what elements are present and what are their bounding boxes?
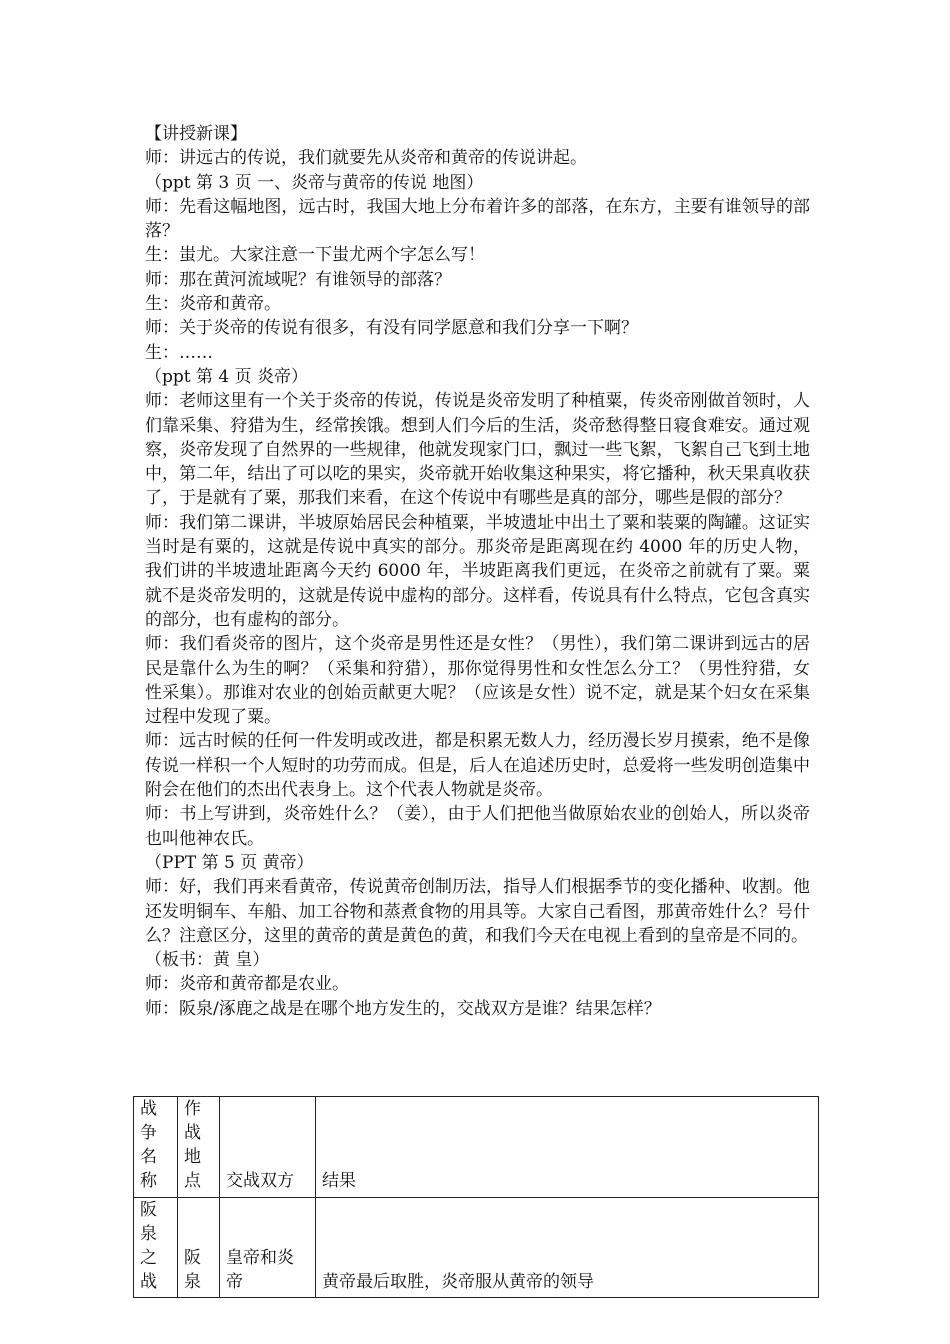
paragraph: 师：远古时候的任何一件发明或改进，都是积累无数人力，经历漫长岁月摸索，绝不是像传说一样积一个人短时的功劳而成。但是，后人在追述历史时，总爱将一些发明创造集中附会在他们的杰出代表身上。这个代表人物就是炎帝。: [145, 731, 810, 801]
paragraph: 师：书上写讲到，炎帝姓什么？（姜），由于人们把他当做原始农业的创始人，所以炎帝也叫他神农氏。: [145, 804, 810, 849]
cell-location: 阪泉: [178, 1198, 220, 1298]
lesson-body: [145, 122, 810, 1021]
paragraph: 生：……: [145, 342, 213, 363]
paragraph: 师：好，我们再来看黄帝，传说黄帝创制历法，指导人们根据季节的变化播种、收割。他还发明铜车、车船、加工谷物和蒸煮食物的用具等。大家自己看图，那黄帝姓什么？号什么？注意区分，这里的黄帝的黄是黄色的黄，和我们今天在电视上看到的皇帝是不同的。: [145, 877, 810, 946]
battle-table: [133, 1096, 819, 1298]
ppt-note: （ppt 第 3 页 一、炎帝与黄帝的传说 地图）: [145, 172, 484, 193]
paragraph: 师：我们看炎帝的图片，这个炎帝是男性还是女性？（男性），我们第二课讲到远古的居民是靠什么为生的啊？（采集和狩猎），那你觉得男性和女性怎么分工？（男性狩猎，女性采集）。那谁对农业的创始贡献更大呢？（应该是女性）说不定，就是某个妇女在采集过程中发现了粟。: [145, 634, 810, 728]
header-result: 结果: [316, 1097, 819, 1198]
header-parties: 交战双方: [220, 1097, 316, 1198]
paragraph: 师：先看这幅地图，远古时，我国大地上分布着许多的部落，在东方，主要有谁领导的部落？: [145, 196, 810, 242]
header-war-name: 战争名称: [134, 1097, 178, 1198]
cell-parties: 皇帝和炎帝: [220, 1198, 316, 1298]
paragraph: 生：蚩尤。大家注意一下蚩尤两个字怎么写！: [145, 245, 485, 266]
paragraph: 师：那在黄河流域呢？有谁领导的部落？: [145, 269, 451, 290]
paragraph: 师：阪泉/涿鹿之战是在哪个地方发生的，交战双方是谁？结果怎样？: [145, 998, 661, 1019]
cell-result: 黄帝最后取胜，炎帝服从黄帝的领导: [316, 1198, 819, 1298]
table-row: [134, 1198, 819, 1298]
blackboard-note: （板书：黄 皇）: [145, 950, 270, 971]
paragraph: 师：老师这里有一个关于炎帝的传说，传说是炎帝发明了种植粟，传炎帝刚做首领时，人们靠采集、狩猎为生，经常挨饿。想到人们今后的生活，炎帝愁得整日寝食难安。通过观察，炎帝发现了自然界的一些规律，他就发现家门口，飘过一些飞絮，飞絮自己飞到土地中，第二年，结出了可以吃的果实，炎帝就开始收集这种果实，将它播种，秋天果真收获了，于是就有了粟，那我们来看，在这个传说中有哪些是真的部分，哪些是假的部分？: [145, 391, 810, 509]
paragraph: 生：炎帝和黄帝。: [145, 294, 281, 315]
ppt-note: （PPT 第 5 页 黄帝）: [145, 852, 314, 873]
cell-war-name: 阪泉之战: [134, 1198, 178, 1298]
paragraph: 师：关于炎帝的传说有很多，有没有同学愿意和我们分享一下啊？: [145, 318, 638, 339]
header-location: 作战地点: [178, 1097, 220, 1198]
table-header-row: [134, 1097, 819, 1198]
ppt-note: （ppt 第 4 页 炎帝）: [145, 366, 309, 387]
paragraph: 师：炎帝和黄帝都是农业。: [145, 974, 349, 995]
section-heading: 【讲授新课】: [145, 124, 247, 144]
paragraph: 师：讲远古的传说，我们就要先从炎帝和黄帝的传说讲起。: [145, 148, 587, 169]
paragraph: 师：我们第二课讲，半坡原始居民会种植粟，半坡遗址中出土了粟和装粟的陶罐。这证实当时是有粟的，这就是传说中真实的部分。那炎帝是距离现在约 4000 年的历史人物，我们讲的半坡遗址距离今天约 6000 年，半坡距离我们更远，在炎帝之前就有了粟。粟就不是炎帝发明的，这就是传说中虚构的部分。这样看，传说具有什么特点，它包含真实的部分，也有虚构的部分。: [145, 512, 810, 630]
